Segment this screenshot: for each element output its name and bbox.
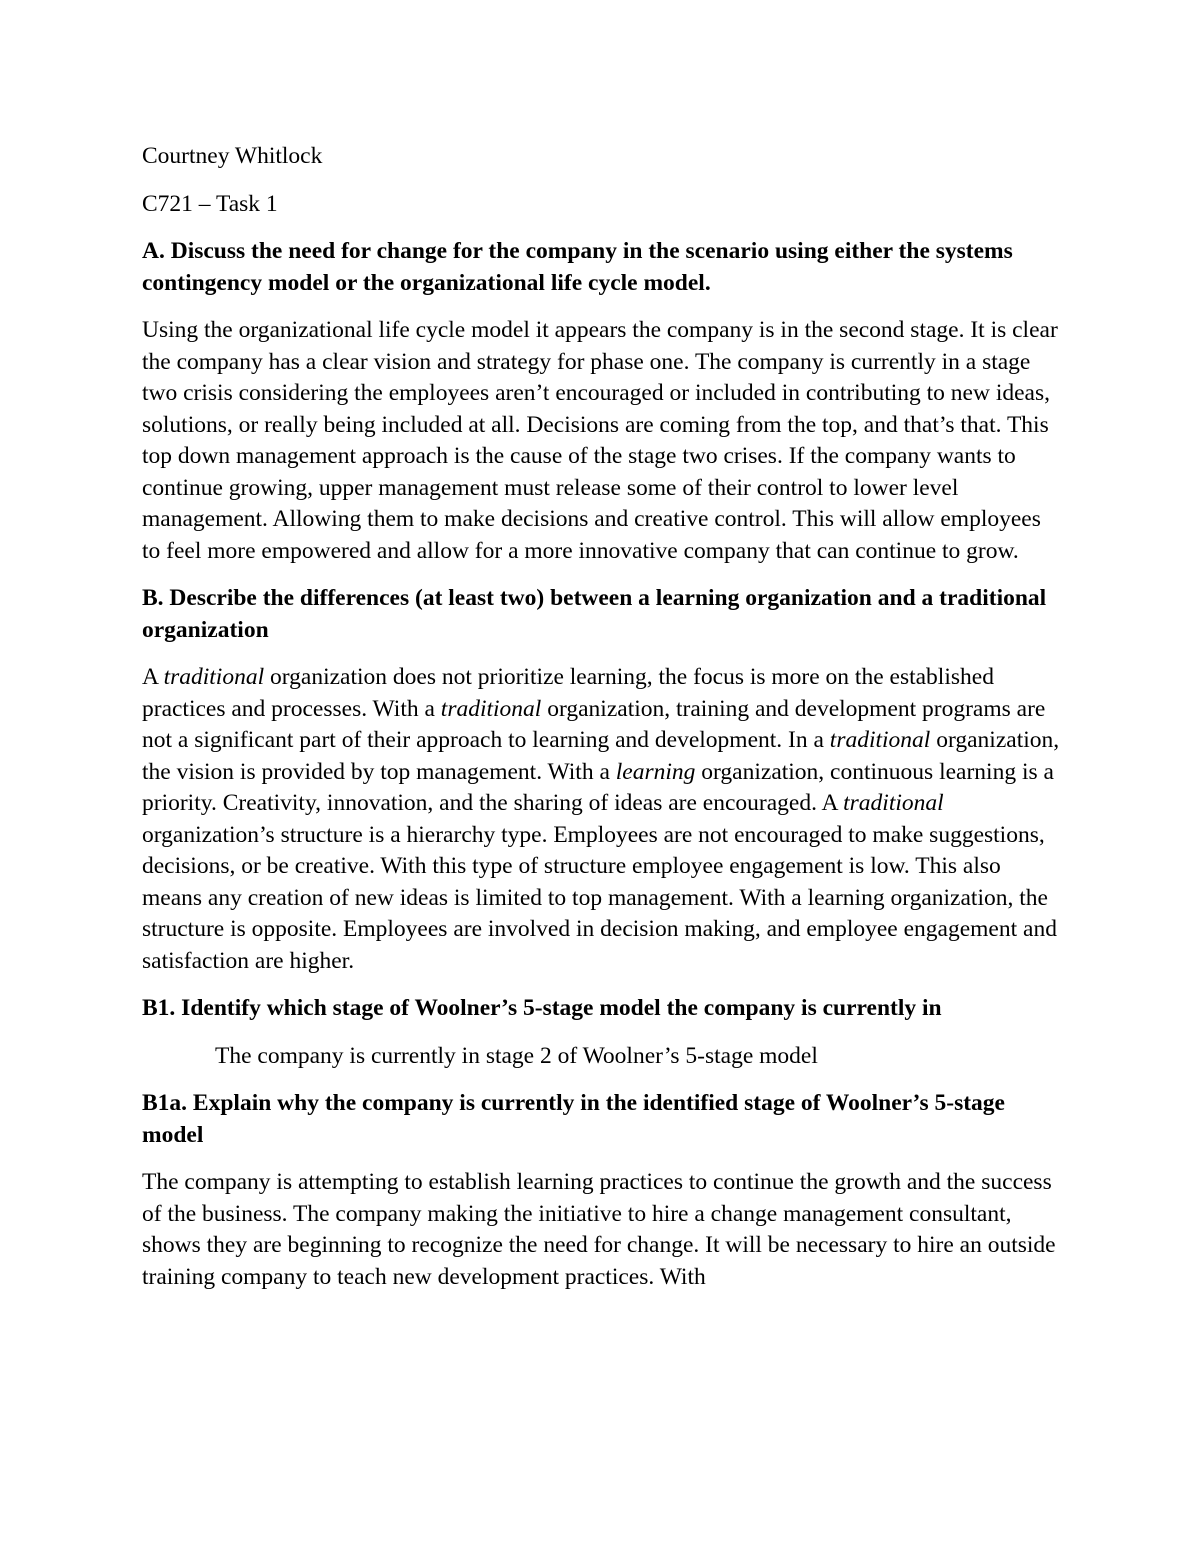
section-a-heading: A. Discuss the need for change for the company in the scenario using either the systems contingency model or the organizational life cycle model. bbox=[142, 238, 1013, 296]
section-b1a-body: The company is attempting to establish learning practices to continue the growth and the success of the business. The company making the initiative to hire a change management consultant, shows they are beginning to recognize the need for change. It will be necessary to hire an outside training company to teach new development practices. With bbox=[142, 1169, 1056, 1290]
section-b-text: A bbox=[142, 664, 164, 690]
section-b1-heading: B1. Identify which stage of Woolner’s 5-stage model the company is currently in bbox=[142, 995, 942, 1021]
section-b1-answer: The company is currently in stage 2 of Woolner’s 5-stage model bbox=[215, 1042, 818, 1069]
section-b-emphasis: traditional bbox=[440, 695, 542, 722]
section-b-text: organization, continuous learning is a priority. Creativity, innovation, and the sharing of ideas are encouraged. A bbox=[142, 758, 1054, 816]
section-b-body bbox=[142, 662, 1060, 977]
section-b-emphasis: traditional bbox=[829, 727, 931, 753]
section-b-text: organization’s structure is a hierarchy type. Employees are not encouraged to make suggestions, decisions, or be creative. With this type of structure employee engagement is low. This also means any creation of new ideas is limited to top management. With a learning organization, the structure is opposite. Employees are involved in decision making, and employee engagement and satisfaction are higher. bbox=[142, 821, 1057, 974]
section-b-text: organization does not prioritize learning, the focus is more on the established practices and processes. With a bbox=[142, 664, 994, 722]
section-b-text: organization, training and development programs are not a significant part of their approach to learning and development. In a bbox=[142, 695, 1046, 753]
author-name: Courtney Whitlock bbox=[142, 143, 323, 169]
section-b1a-heading: B1a. Explain why the company is currently in the identified stage of Woolner’s 5-stage model bbox=[142, 1090, 1005, 1148]
section-b-heading: B. Describe the differences (at least two) between a learning organization and a traditional organization bbox=[142, 585, 1047, 643]
course-task-label: C721 – Task 1 bbox=[142, 190, 278, 217]
section-b-emphasis: learning bbox=[615, 758, 696, 785]
section-a-body: Using the organizational life cycle model it appears the company is in the second stage. It is clear the company has a clear vision and strategy for phase one. The company is currently in a stage two crisis considering the employees aren’t encouraged or included in contributing to new ideas, solutions, or really being included at all. Decisions are coming from the top, and that’s that. This top down management approach is the cause of the stage two crises. If the company wants to continue growing, upper management must release some of their control to lower level management. Allowing them to make decisions and creative control. This will allow employees to feel more empowered and allow for a more innovative company that can continue to grow. bbox=[142, 317, 1058, 564]
section-b-emphasis: traditional bbox=[843, 790, 944, 816]
section-b-text: organization, the vision is provided by top management. With a bbox=[142, 727, 1060, 785]
document-content bbox=[142, 141, 1060, 1309]
section-b-emphasis: traditional bbox=[163, 664, 265, 690]
